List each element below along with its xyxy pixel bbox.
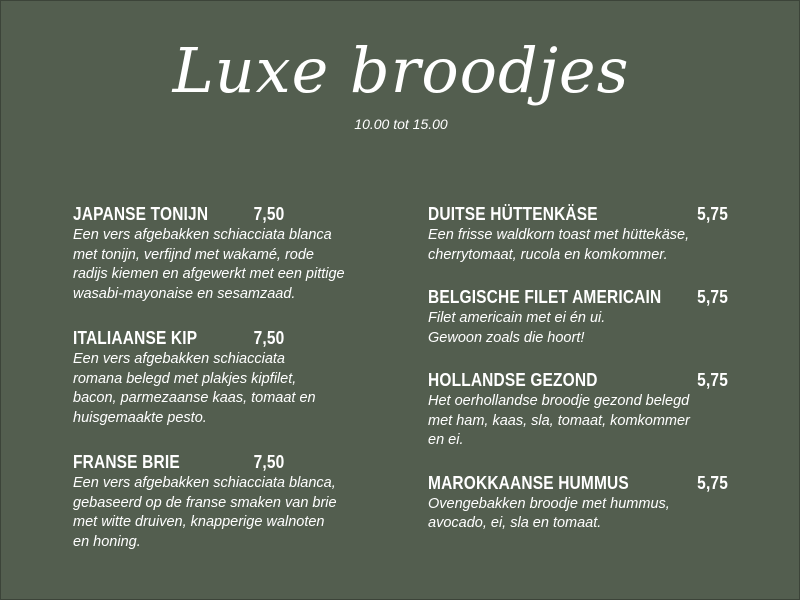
item-name: FRANSE BRIE [73, 452, 180, 472]
description-line: avocado, ei, sla en tomaat. [428, 515, 602, 531]
menu-column-right [428, 202, 728, 534]
menu-item [428, 202, 728, 265]
item-description [428, 392, 728, 451]
item-price: 5,75 [697, 287, 729, 307]
item-description [428, 495, 728, 534]
menu-item [73, 202, 373, 304]
description-line: wasabi-mayonaise en sesamzaad. [73, 285, 296, 302]
item-name: ITALIAANSE KIP [73, 328, 198, 348]
item-description [428, 226, 728, 265]
item-description [73, 474, 373, 552]
description-line: radijs kiemen en afgewerkt met een pittige [73, 266, 345, 282]
item-price: 7,50 [253, 204, 285, 224]
item-price: 7,50 [253, 452, 285, 472]
description-line: Gewoon zoals die hoort! [428, 329, 585, 346]
description-line: cherrytomaat, rucola en komkommer. [428, 246, 668, 263]
description-line: Een vers afgebakken schiacciata [73, 351, 285, 367]
description-line: huisgemaakte pesto. [73, 409, 207, 426]
opening-hours: 10.00 tot 15.00 [354, 116, 448, 132]
item-description [73, 226, 373, 304]
description-line: gebaseerd op de franse smaken van brie [73, 494, 337, 511]
description-line: met witte druiven, knapperige walnoten [73, 514, 325, 530]
menu-item [73, 450, 373, 552]
description-line: en ei. [428, 432, 464, 448]
description-line: Ovengebakken broodje met hummus, [428, 495, 670, 512]
item-price: 5,75 [697, 472, 729, 493]
description-line: Het oerhollandse broodje gezond belegd [428, 393, 690, 409]
item-name: DUITSE HÜTTENKÄSE [428, 204, 598, 224]
item-price: 7,50 [253, 328, 285, 348]
item-name: JAPANSE TONIJN [73, 204, 209, 224]
description-line: en honing. [73, 533, 141, 550]
item-description [428, 309, 728, 348]
description-line: Een vers afgebakken schiacciata blanca [73, 227, 332, 243]
description-line: romana belegd met plakjes kipfilet, [73, 370, 297, 387]
item-price: 5,75 [697, 204, 729, 224]
menu-item [428, 471, 728, 534]
menu-item [428, 368, 728, 451]
description-line: met tonijn, verfijnd met wakamé, rode [73, 246, 314, 263]
description-line: Een vers afgebakken schiacciata blanca, [73, 475, 336, 491]
menu-column-left [73, 202, 373, 552]
description-line: Een frisse waldkorn toast met hüttekäse, [428, 227, 690, 243]
item-name: MAROKKAANSE HUMMUS [428, 472, 629, 493]
item-price: 5,75 [697, 370, 729, 390]
item-name: HOLLANDSE GEZOND [428, 370, 598, 390]
menu-item [428, 285, 728, 348]
description-line: Filet americain met ei én ui. [428, 310, 606, 326]
menu-item [73, 326, 373, 428]
menu-title: Luxe broodjes [172, 34, 630, 107]
item-name: BELGISCHE FILET AMERICAIN [428, 287, 662, 307]
description-line: bacon, parmezaanse kaas, tomaat en [73, 390, 316, 406]
item-description [73, 350, 373, 428]
description-line: met ham, kaas, sla, tomaat, komkommer [428, 412, 690, 429]
